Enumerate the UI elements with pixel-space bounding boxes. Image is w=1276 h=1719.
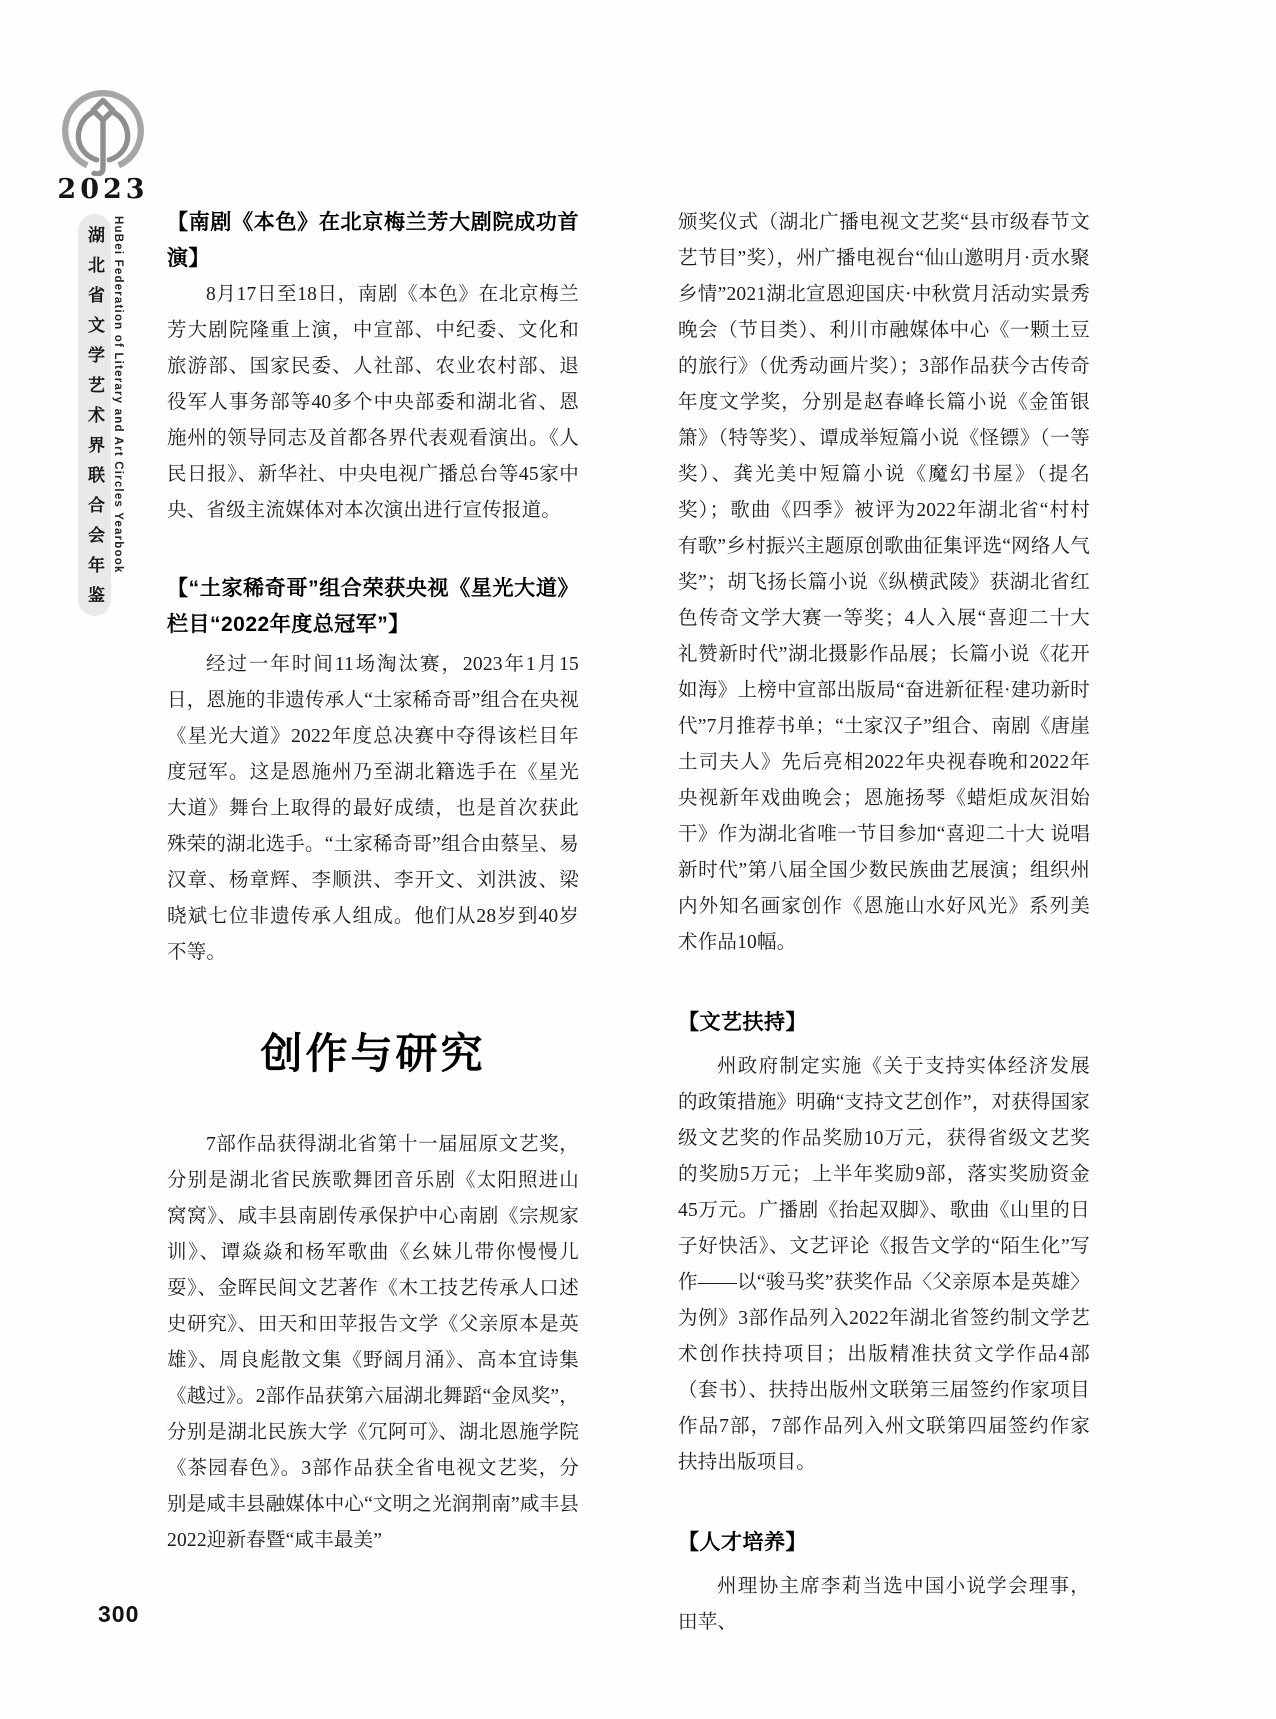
- edition-year: 2023: [57, 174, 149, 205]
- entry-title-rencai-peiyang: 【人才培养】: [678, 1531, 807, 1554]
- entry-body-rencai-peiyang: 州理协主席李莉当选中国小说学会理事，田苹、: [678, 1576, 1090, 1633]
- section-body-awards-continuation: 颁奖仪式（湖北广播电视文艺奖“县市级春节文艺节目”奖），州广播电视台“仙山邀明月·贡水聚乡情”2021湖北宣恩迎国庆·中秋赏月活动实景秀晚会（节目类）、利川市融媒体中心《一颗土豆的旅行》（优秀动画片奖）；3部作品获今古传奇年度文学奖，分别是赵春峰长篇小说《金笛银箫》（特等奖）、谭成举短篇小说《怪镖》（一等奖）、龚光美中短篇小说《魔幻书屋》（提名奖）；歌曲《四季》被评为2022年湖北省“村村有歌”乡村振兴主题原创歌曲征集评选“网络人气奖”；胡飞扬长篇小说《纵横武陵》获湖北省红色传奇文学大赛一等奖；4人入展“喜迎二十大 礼赞新时代”湖北摄影作品展；长篇小说《花开如海》上榜中宣部出版局“奋进新征程·建功新时代”7月推荐书单；“土家汉子”组合、南剧《唐崖土司夫人》先后亮相2022年央视春晚和2022年央视新年戏曲晚会；恩施扬琴《蜡炬成灰泪始干》作为湖北省唯一节目参加“喜迎二十大 说唱新时代”第八届全国少数民族曲艺展演；组织州内外知名画家创作《恩施山水好风光》系列美术作品10幅。: [678, 212, 1090, 953]
- person-in-circle-icon: [58, 86, 148, 176]
- entry-body-nanju-bense: 8月17日至18日，南剧《本色》在北京梅兰芳大剧院隆重上演，中宣部、中纪委、文化和旅游部、国家民委、人社部、农业农村部、退役军人事务部等40多个中央部委和湖北省、恩施州的领导同志及首都各界代表观看演出。《人民日报》、新华社、中央电视广播总台等45家中央、省级主流媒体对本次演出进行宣传报道。: [167, 284, 579, 521]
- sidebar-title-en: HuBei Federation of Literary and Art Circles Yearbook: [112, 216, 124, 574]
- page-number: 300: [98, 1601, 140, 1627]
- federation-logo: [58, 86, 148, 176]
- sidebar-title-cn: 湖北省文学艺术界联合会年鉴: [78, 214, 111, 616]
- entry-title-tujia-xiqige: 【“土家稀奇哥”组合荣获央视《星光大道》栏目“2022年度总冠军”】: [167, 577, 579, 636]
- entry-body-wenyi-fuchi: 州政府制定实施《关于支持实体经济发展的政策措施》明确“支持文艺创作”，对获得国家级文艺奖的作品奖励10万元，获得省级文艺奖的奖励5万元；上半年奖励9部，落实奖励资金45万元。广播剧《抬起双脚》、歌曲《山里的日子好快活》、文艺评论《报告文学的“陌生化”写作——以“骏马奖”获奖作品〈父亲原本是英雄〉为例》3部作品列入2022年湖北省签约制文学艺术创作扶持项目；出版精准扶贫文学作品4部（套书）、扶持出版州文联第三届签约作家项目作品7部，7部作品列入州文联第四届签约作家扶持出版项目。: [678, 1056, 1090, 1473]
- section-title-creation-research: 创作与研究: [260, 1030, 486, 1077]
- left-column: [167, 205, 579, 1559]
- entry-body-tujia-xiqige: 经过一年时间11场淘汰赛，2023年1月15日，恩施的非遗传承人“土家稀奇哥”组合在央视《星光大道》2022年度总决赛中夺得该栏目年度冠军。这是恩施州乃至湖北籍选手在《星光大道》舞台上取得的最好成绩，也是首次获此殊荣的湖北选手。“土家稀奇哥”组合由蔡呈、易汉章、杨章辉、李顺洪、李开文、刘洪波、梁晓斌七位非遗传承人组成。他们从28岁到40岁不等。: [167, 654, 579, 963]
- entry-title-nanju-bense: 【南剧《本色》在北京梅兰芳大剧院成功首演】: [167, 211, 579, 270]
- entry-title-wenyi-fuchi: 【文艺扶持】: [678, 1011, 807, 1034]
- section-body-awards: 7部作品获得湖北省第十一届屈原文艺奖，分别是湖北省民族歌舞团音乐剧《太阳照进山窝窝》、咸丰县南剧传承保护中心南剧《宗规家训》、谭焱焱和杨军歌曲《幺妹儿带你慢慢儿耍》、金晖民间文艺著作《木工技艺传承人口述史研究》、田天和田苹报告文学《父亲原本是英雄》、周良彪散文集《野阔月涌》、高本宜诗集《越过》。2部作品获第六届湖北舞蹈“金凤奖”，分别是湖北民族大学《冗阿可》、湖北恩施学院《茶园春色》。3部作品获全省电视文艺奖，分别是咸丰县融媒体中心“文明之光润荆南”咸丰县2022迎新春暨“咸丰最美”: [167, 1134, 579, 1551]
- right-column: [678, 205, 1090, 1641]
